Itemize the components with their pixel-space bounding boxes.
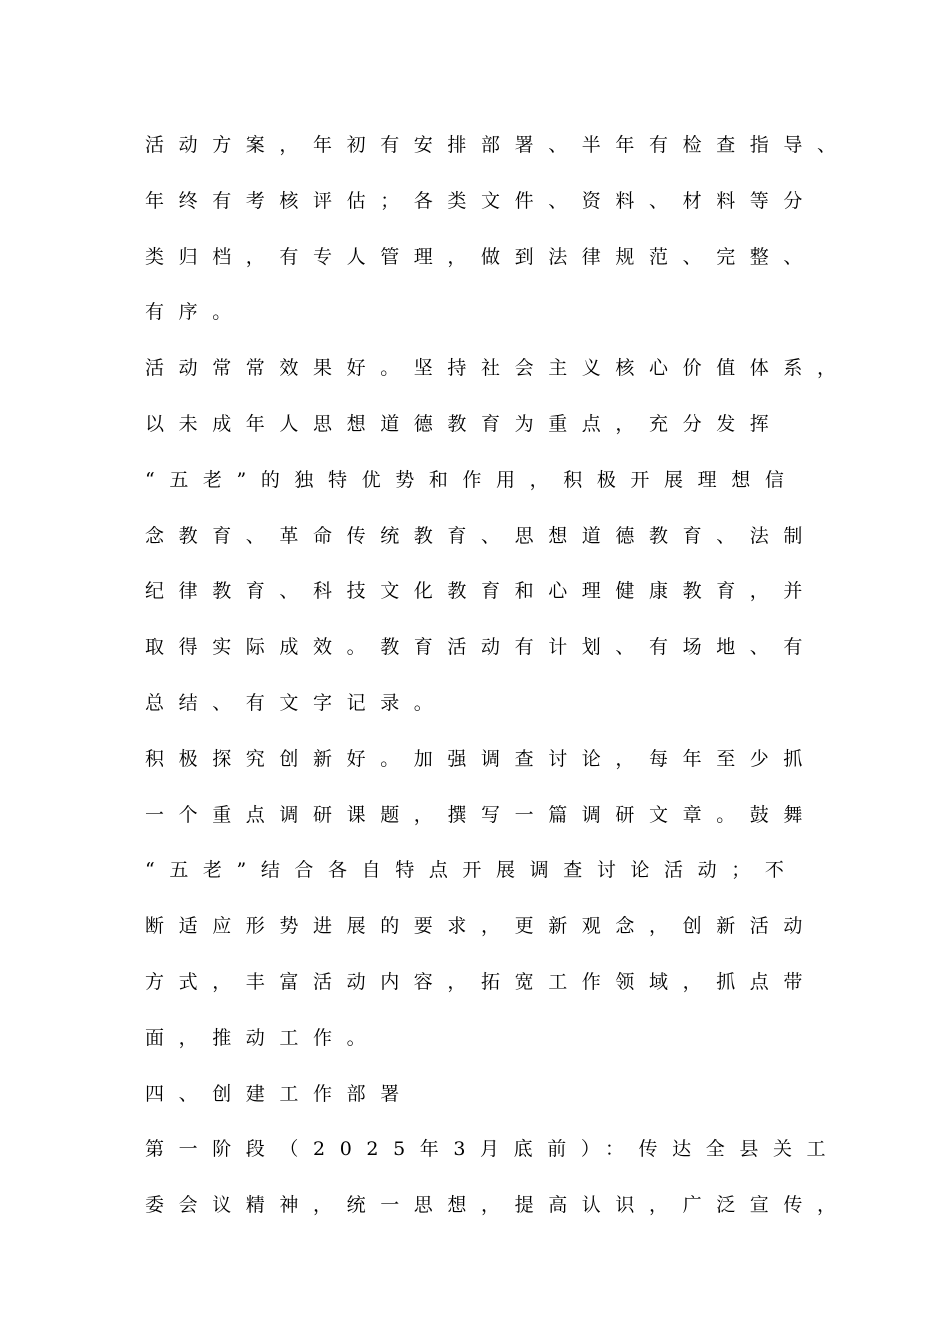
text-line: “五老”结合各自特点开展调查讨论活动；不	[145, 859, 799, 882]
paragraph-heading-line: 积极探究创新好。加强调查讨论，每年至少抓	[145, 747, 818, 770]
document-body	[145, 128, 851, 1244]
text-line: 纪律教育、科技文化教育和心理健康教育，并	[145, 580, 818, 603]
text-line: 第一阶段（2025年3月底前）：传达全县关工	[145, 1138, 841, 1161]
text-line: 有序。	[145, 301, 246, 324]
text-line: 方式，丰富活动内容，拓宽工作领域，抓点带	[145, 970, 818, 993]
text-line: 总结、有文字记录。	[145, 691, 448, 714]
text-line: 年终有考核评估；各类文件、资料、材料等分	[145, 189, 818, 212]
text-line: 类归档，有专人管理，做到法律规范、完整、	[145, 245, 818, 268]
text-line: 断适应形势进展的要求，更新观念，创新活动	[145, 915, 818, 938]
text-line: 活动方案，年初有安排部署、半年有检查指导、	[145, 134, 851, 156]
text-line: 委会议精神，统一思想，提高认识，广泛宣传，	[145, 1194, 851, 1217]
text-line: 以未成年人思想道德教育为重点，充分发挥	[145, 412, 784, 435]
paragraph-heading-line: 活动常常效果好。坚持社会主义核心价值体系，	[145, 357, 851, 380]
text-line: “五老”的独特优势和作用，积极开展理想信	[145, 468, 799, 491]
text-line: 一个重点调研课题，撰写一篇调研文章。鼓舞	[145, 803, 818, 826]
text-line: 面，推动工作。	[145, 1026, 381, 1049]
text-line: 念教育、革命传统教育、思想道德教育、法制	[145, 524, 818, 547]
text-line: 取得实际成效。教育活动有计划、有场地、有	[145, 636, 818, 659]
section-heading: 四、创建工作部署	[145, 1082, 414, 1105]
